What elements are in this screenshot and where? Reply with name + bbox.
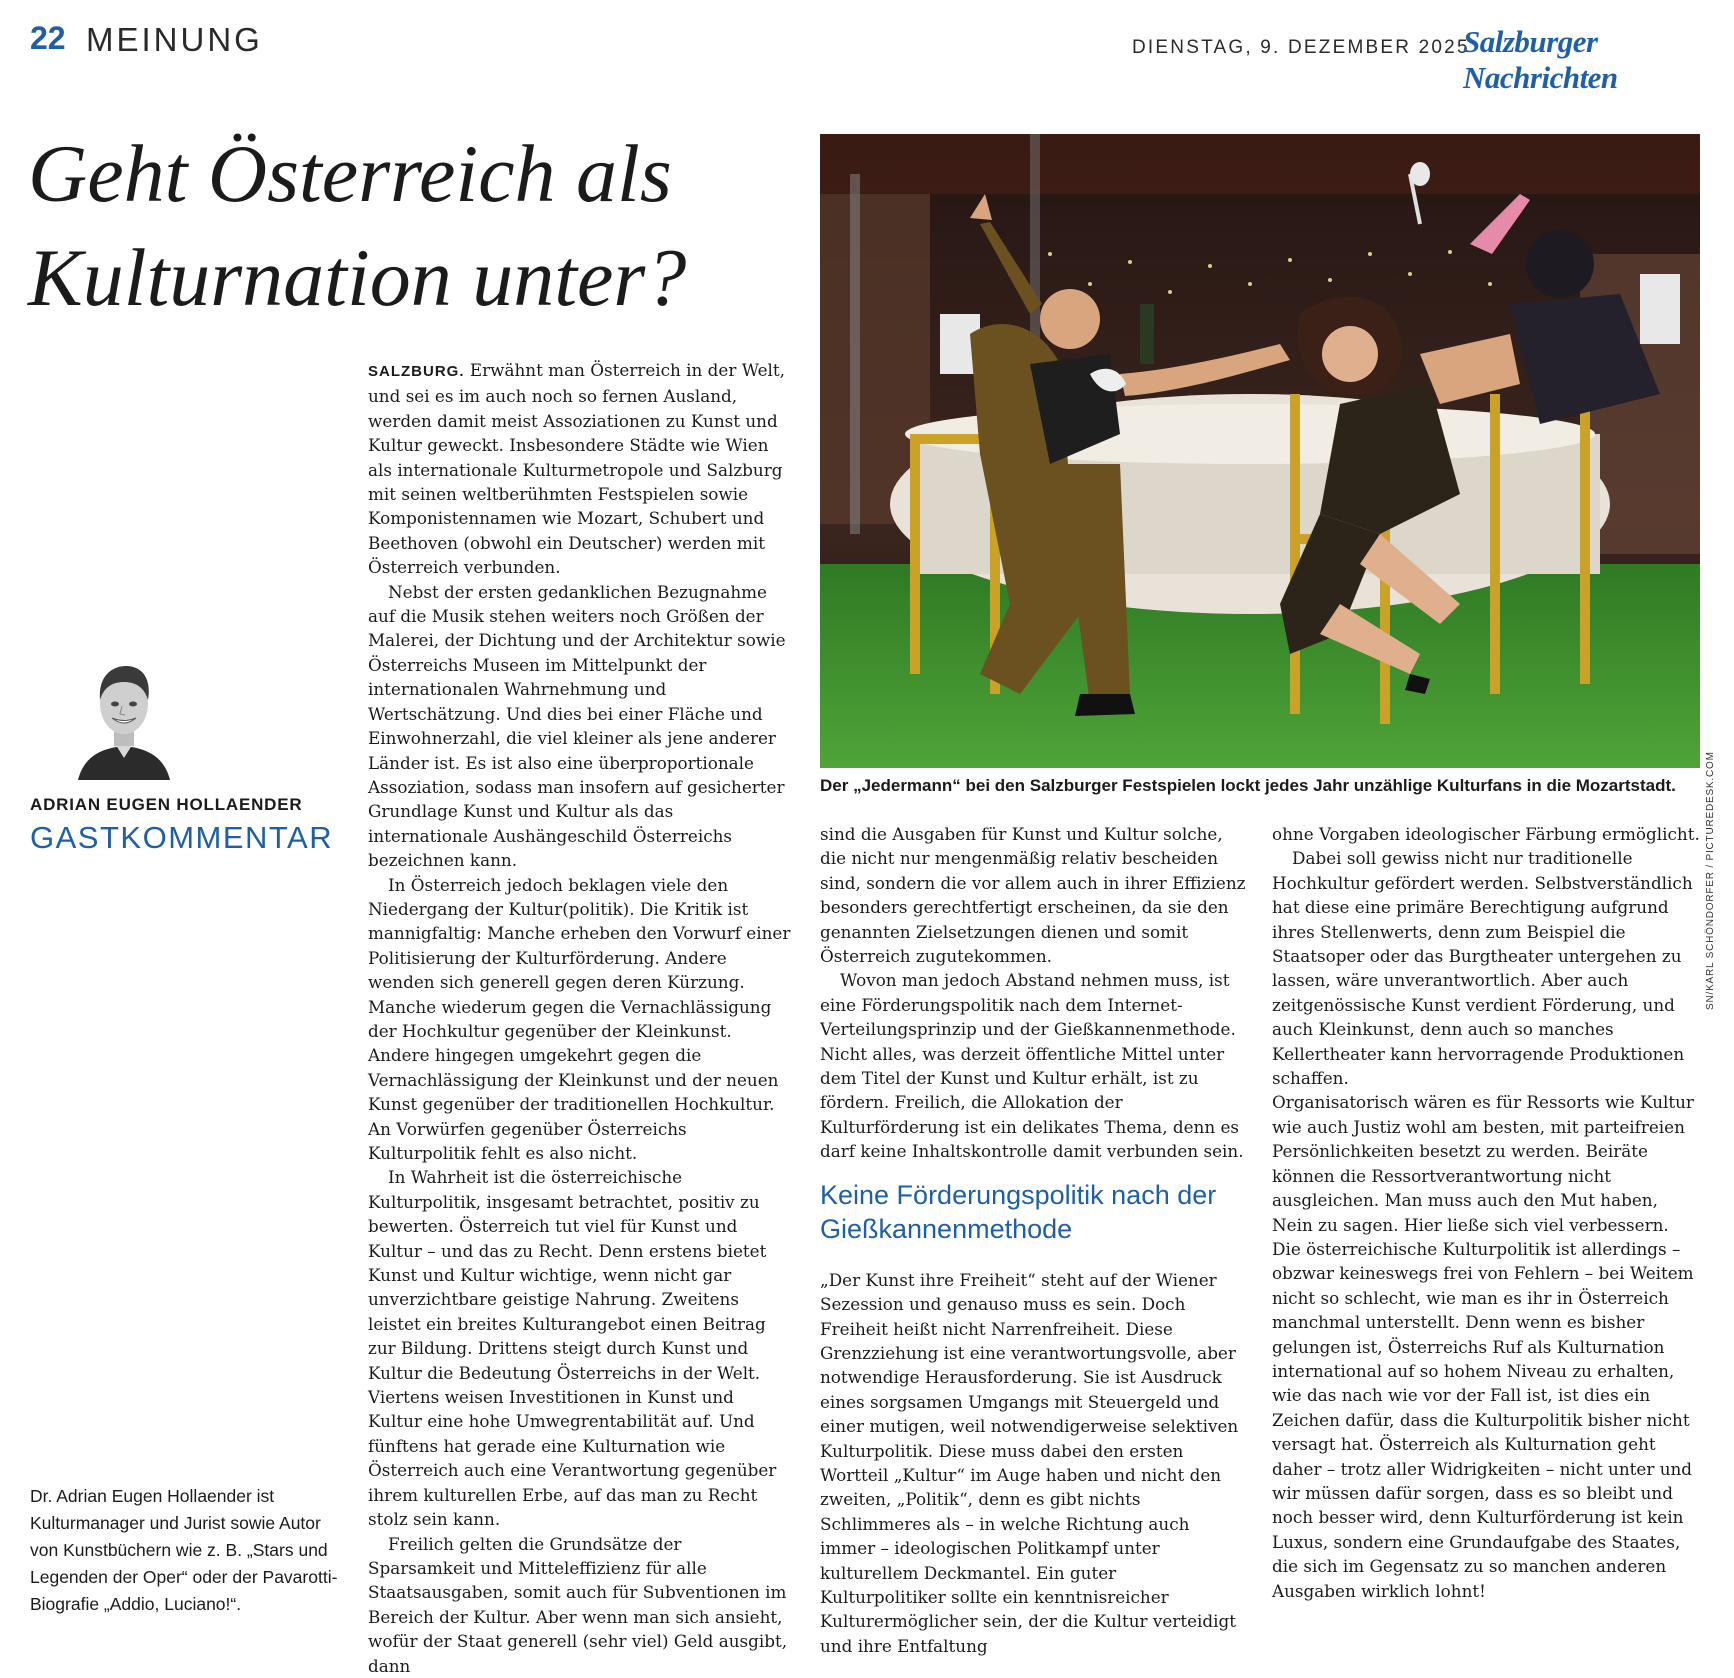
author-portrait [74,660,174,780]
photo-credit-text: SN/KARL SCHÖNDORFER / PICTUREDESK.COM [1705,751,1716,1010]
article-column-2 [820,822,1247,1658]
page-number: 22 [30,20,66,56]
paragraph: sind die Ausgaben für Kunst und Kultur solche, die nicht nur mengenmäßig relativ bescheiden sind, sondern die vor allem auch in ihrer Effizienz besonders gerechtfertigt erscheinen, da sie den genannten Zielsetzungen dienen und somit Österreich zugutekommen. [820,824,1246,967]
masthead-logo: Salzburger Nachrichten [1463,24,1618,95]
photo-credit [1700,751,1723,1012]
column-label: GASTKOMMENTAR [30,820,334,855]
paragraph: In Wahrheit ist die österreichische Kulturpolitik, insgesamt betrachtet, positiv zu bewerten. Österreich tut viel für Kunst und Kultur – und das zu Recht. Denn erstens bietet Kunst und Kultur wichtige, wenn nicht gar unverzichtbare geistige Nahrung. Zweitens leistet ein breites Kulturangebot einen Beitrag zur Bildung. Drittens steigt durch Kunst und Kultur die Bedeutung Österreichs in der Welt. Viertens weisen Investitionen in Kunst und Kultur eine hohe Umwegrentabilität auf. Und fünftens hat gerade eine Kulturnation wie Österreich auch eine Verantwortung gegenüber ihrem kulturellen Erbe, auf das man zu Recht stolz sein kann. [368,1167,777,1530]
article-column-1 [368,358,793,1678]
paragraph: Organisatorisch wären es für Ressorts wie Kultur wie auch Justiz wohl am besten, mit parteifreien Persönlichkeiten besetzt zu werden. Beiräte können die Ressortverantwortung nicht ausgleichen. Man muss auch den Mut haben, Nein zu sagen. Hier ließe sich viel verbessern. Die österreichische Kulturpolitik ist allerdings – obzwar keineswegs frei von Fehlern – bei Weitem nicht so schlecht, wie man es ihr in Österreich manchmal unterstellt. Denn wenn es bisher gelungen ist, Österreichs Ruf als Kulturnation international auf so hohem Niveau zu erhalten, wie das nach wie vor der Fall ist, ist dies ein Zeichen dafür, dass die Kulturpolitik bisher nicht versagt hat. Österreich als Kulturnation geht daher – trotz aller Widrigkeiten – nicht unter und wir müssen dafür sorgen, dass es so bleibt und noch besser wird, denn Kulturförderung ist kein Luxus, sondern eine Grundaufgabe des Staates, die sich im Gegensatz zu so manchen anderen Ausgaben wirklich lohnt! [1272,1092,1694,1601]
author-name: ADRIAN EUGEN HOLLAENDER [30,795,303,814]
paragraph: Nebst der ersten gedanklichen Bezugnahme auf die Musik stehen weiters noch Größen der Malerei, der Dichtung und der Architektur sowie Österreichs Museen im Mittelpunkt der internationalen Wahrnehmung und Wertschätzung. Und dies bei einer Fläche und Einwohnerzahl, die viel kleiner als jene anderer Länder ist. Es ist also eine überproportionale Assoziation, sodass man insofern auf gesicherter Grundlage Kunst und Kultur als das internationale Aushängeschild Österreichs bezeichnen kann. [368,581,786,871]
paragraph: ohne Vorgaben ideologischer Färbung ermöglicht. [1272,824,1700,844]
paragraph-text: Erwähnt man Österreich in der Welt, und sei es im auch noch so fernen Ausland, werden damit meist Assoziationen zu Kunst und Kultur geweckt. Insbesondere Städte wie Wien als internationale Kulturmetropole und Salzburg mit seinen weltberühmten Festspielen sowie Komponistennamen wie Mozart, Schubert und Beethoven (obwohl ein Deutscher) werden mit Österreich verbunden. [368,360,785,578]
paragraph: Dabei soll gewiss nicht nur traditionelle Hochkultur gefördert werden. Selbstverständlich hat diese eine primäre Berechtigung aufgrund ihres Stellenwerts, denn zum Beispiel die Staatsoper oder das Burgtheater untergehen zu lassen, wäre unverantwortlich. Aber auch zeitgenössische Kunst verdient Förderung, und auch Kleinkunst, denn auch so manches Kellertheater kann hervorragende Produktionen schaffen. [1272,848,1693,1089]
paragraph [368,358,793,580]
photo-caption: Der „Jedermann“ bei den Salzburger Festspielen lockt jedes Jahr unzählige Kulturfans in die Mozartstadt. [820,776,1676,795]
paragraph: Freilich gelten die Grundsätze der Sparsamkeit und Mitteleffizienz für alle Staatsausgaben, somit auch für Subventionen im Bereich der Kultur. Aber wenn man sich ansieht, wofür der Staat generell (sehr viel) Geld ausgibt, dann [368,1533,788,1676]
article-headline: Geht Österreich als Kulturnation unter? [28,128,687,323]
issue-date: DIENSTAG, 9. DEZEMBER 2025 [1132,37,1470,58]
paragraph: In Österreich jedoch beklagen viele den Niedergang der Kultur(politik). Die Kritik ist mannigfaltig: Manche erheben den Vorwurf einer Politisierung der Kulturförderung. Andere wenden sich generell gegen deren Kürzung. Manche wiederum gegen die Vernachlässigung der Hochkultur gegenüber der Kleinkunst. Andere hingegen umgekehrt gegen die Vernachlässigung der Kleinkunst und der neuen Kunst gegenüber der traditionellen Hochkultur. An Vorwürfen gegenüber Österreichs Kulturpolitik fehlt es also nicht. [368,874,791,1163]
paragraph: „Der Kunst ihre Freiheit“ steht auf der Wiener Sezession und genauso muss es sein. Doch Freiheit heißt nicht Narrenfreiheit. Diese Grenzziehung ist eine verantwortungsvolle, aber notwendige Herausforderung. Sie ist Ausdruck eines sorgsamen Umgangs mit Steuergeld und einer mutigen, weil notwendigerweise selektiven Kulturpolitik. Diese muss dabei den ersten Wortteil „Kultur“ im Auge haben und nicht den zweiten, „Politik“, denn es gibt nichts Schlimmeres als – in welche Richtung auch immer – ideologischen Politkampf unter kulturellem Deckmantel. Ein guter Kulturpolitiker sollte ein kenntnisreicher Kulturermöglicher sein, der die Kultur verteidigt und ihre Entfaltung [820,1269,1239,1656]
article-column-3 [1272,822,1700,1603]
article-subheading: Keine Förderungspolitik nach der Gießkannenmethode [820,1179,1217,1244]
page-header [0,0,1734,95]
paragraph: Wovon man jedoch Abstand nehmen muss, ist eine Förderungspolitik nach dem Internet-Verteilungsprinzip und der Gießkannenmethode. Nicht alles, was derzeit öffentliche Mittel unter dem Titel der Kunst und Kultur erhält, ist zu fördern. Freilich, die Allokation der Kulturförderung ist ein delikates Thema, denn es darf keine Inhaltskontrolle damit verbunden sein. [820,970,1244,1162]
dateline: SALZBURG. [368,363,465,380]
section-name: MEINUNG [86,21,263,58]
theater-stage-photo [820,134,1700,768]
author-bio: Dr. Adrian Eugen Hollaender ist Kulturmanager und Jurist sowie Autor von Kunstbüchern wie z. B. „Stars und Legenden der Oper“ oder der Pavarotti-Biografie „Addio, Luciano!“. [30,1486,338,1614]
